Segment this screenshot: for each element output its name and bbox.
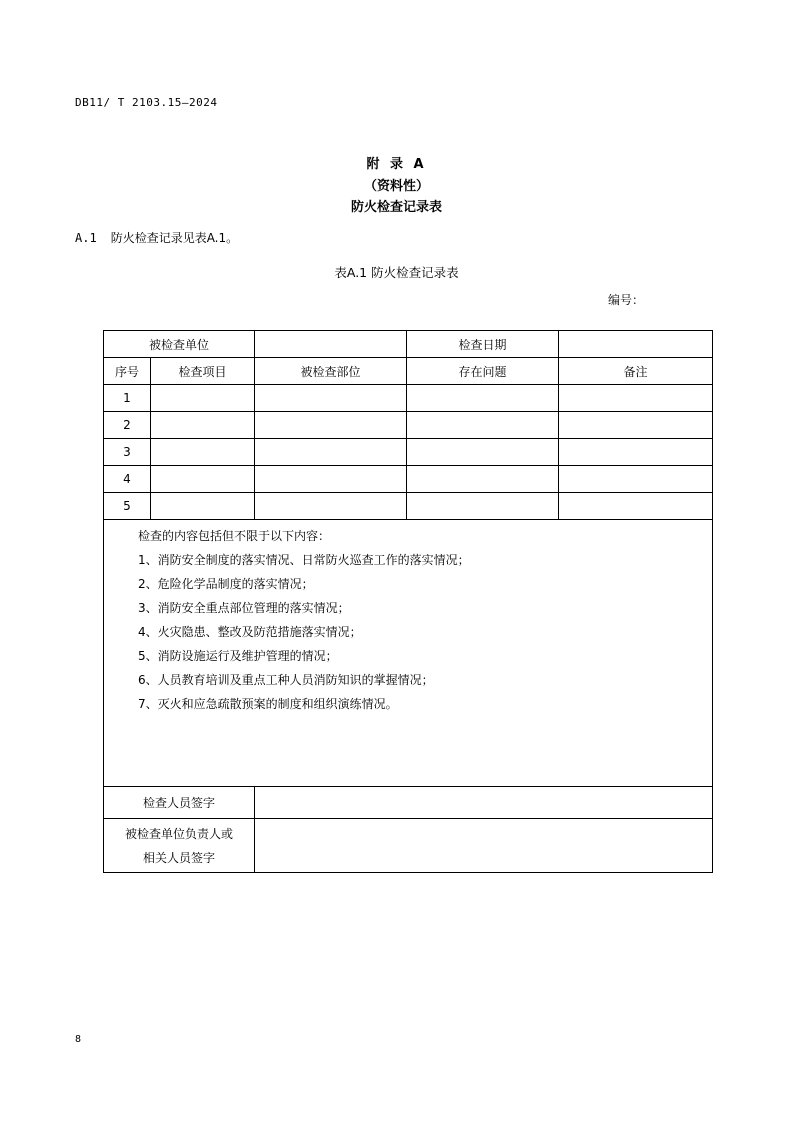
table-row xyxy=(104,493,713,520)
content-item: 7、灭火和应急疏散预案的制度和组织演练情况。 xyxy=(138,697,398,711)
item-cell[interactable] xyxy=(151,466,255,493)
content-item: 2、危险化学品制度的落实情况； xyxy=(138,577,314,591)
table-header-row xyxy=(104,331,713,358)
location-cell[interactable] xyxy=(255,439,407,466)
table-row xyxy=(104,466,713,493)
problem-cell[interactable] xyxy=(407,466,559,493)
remark-cell[interactable] xyxy=(559,466,713,493)
content-item: 6、人员教育培训及重点工种人员消防知识的掌握情况； xyxy=(138,673,434,687)
row-number: 3 xyxy=(104,439,151,466)
fire-inspection-record-table xyxy=(103,330,713,873)
appendix-name: 防火检查记录表 xyxy=(350,200,442,215)
row-number: 5 xyxy=(104,493,151,520)
remark-cell[interactable] xyxy=(559,439,713,466)
content-item: 5、消防设施运行及维护管理的情况； xyxy=(138,649,338,663)
responsible-sign-field[interactable] xyxy=(255,819,713,873)
column-header: 存在问题 xyxy=(407,358,559,385)
item-cell[interactable] xyxy=(151,493,255,520)
responsible-sign-label xyxy=(104,819,255,873)
inspected-unit-field[interactable] xyxy=(255,331,407,358)
content-item: 4、火灾隐患、整改及防范措施落实情况； xyxy=(138,625,362,639)
column-header-row xyxy=(104,358,713,385)
inspector-sign-row xyxy=(104,787,713,819)
table-caption: 表A.1 防火检查记录表 xyxy=(334,265,459,280)
content-intro: 检查的内容包括但不限于以下内容： xyxy=(138,529,331,543)
inspector-sign-label: 检查人员签字 xyxy=(104,787,255,819)
inspector-sign-field[interactable] xyxy=(255,787,713,819)
inspection-content-row xyxy=(104,520,713,787)
remark-cell[interactable] xyxy=(559,385,713,412)
content-item: 3、消防安全重点部位管理的落实情况； xyxy=(138,601,350,615)
item-cell[interactable] xyxy=(151,385,255,412)
responsible-sign-row xyxy=(104,819,713,873)
section-number: A.1 xyxy=(75,231,97,245)
table-row xyxy=(104,439,713,466)
responsible-sign-label-line2: 相关人员签字 xyxy=(143,850,216,865)
location-cell[interactable] xyxy=(255,466,407,493)
column-header: 备注 xyxy=(559,358,713,385)
serial-number-label: 编号： xyxy=(608,293,645,307)
inspection-date-field[interactable] xyxy=(559,331,713,358)
row-number: 4 xyxy=(104,466,151,493)
standard-number: DB11/ T 2103.15—2024 xyxy=(75,96,218,109)
table-row xyxy=(104,385,713,412)
location-cell[interactable] xyxy=(255,385,407,412)
remark-cell[interactable] xyxy=(559,493,713,520)
table-row xyxy=(104,412,713,439)
row-number: 1 xyxy=(104,385,151,412)
remark-cell[interactable] xyxy=(559,412,713,439)
page-number: 8 xyxy=(75,1034,82,1045)
item-cell[interactable] xyxy=(151,412,255,439)
problem-cell[interactable] xyxy=(407,385,559,412)
location-cell[interactable] xyxy=(255,493,407,520)
location-cell[interactable] xyxy=(255,412,407,439)
section-text: 防火检查记录见表A.1。 xyxy=(110,231,239,245)
appendix-title: 附 录 A xyxy=(366,157,427,172)
column-header: 序号 xyxy=(104,358,151,385)
row-number: 2 xyxy=(104,412,151,439)
problem-cell[interactable] xyxy=(407,439,559,466)
appendix-nature: （资料性） xyxy=(363,179,429,194)
problem-cell[interactable] xyxy=(407,493,559,520)
inspection-content xyxy=(104,520,713,787)
inspection-date-label: 检查日期 xyxy=(407,331,559,358)
responsible-sign-label-line1: 被检查单位负责人或 xyxy=(125,826,234,841)
column-header: 检查项目 xyxy=(151,358,255,385)
section-a1 xyxy=(75,229,238,246)
column-header: 被检查部位 xyxy=(255,358,407,385)
inspected-unit-label: 被检查单位 xyxy=(104,331,255,358)
problem-cell[interactable] xyxy=(407,412,559,439)
item-cell[interactable] xyxy=(151,439,255,466)
content-item: 1、消防安全制度的落实情况、日常防火巡查工作的落实情况； xyxy=(138,553,470,567)
